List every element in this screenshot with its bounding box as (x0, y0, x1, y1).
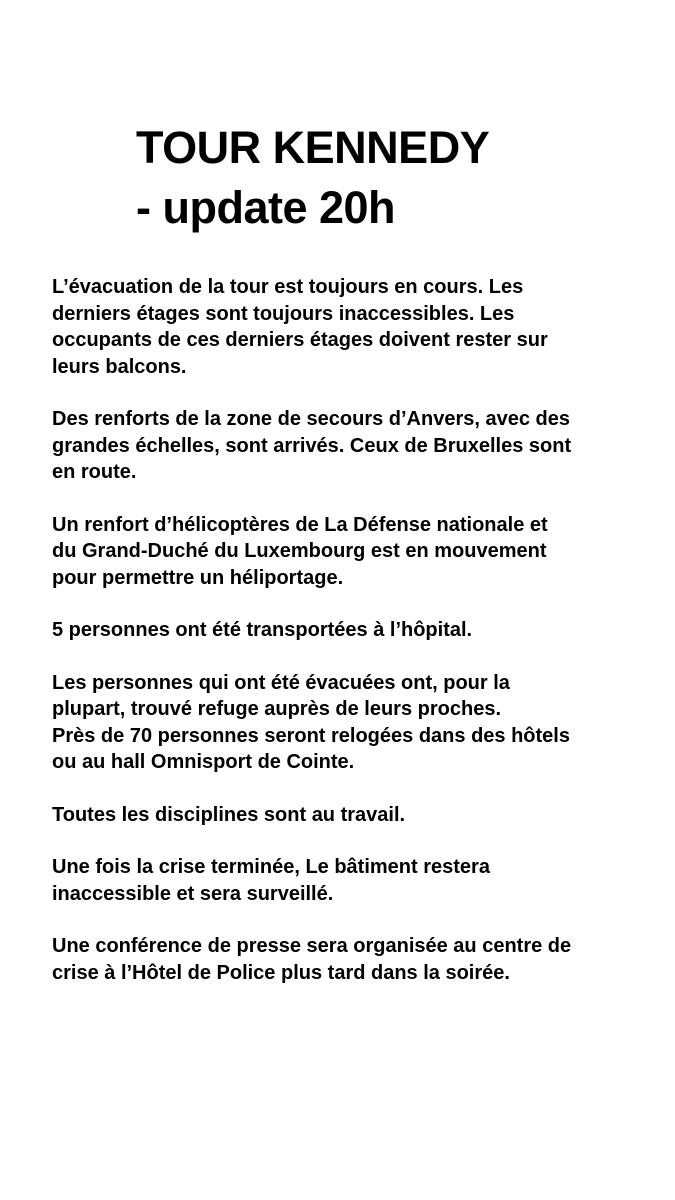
page-title (136, 118, 489, 238)
text-line: Toutes les disciplines sont au travail. (52, 803, 406, 826)
text-line: en route. (52, 461, 137, 483)
text-line: occupants de ces derniers étages doivent rester sur (52, 329, 548, 351)
text-line: Près de 70 personnes seront relogées dans des hôtels (52, 724, 570, 747)
text-line: Les personnes qui ont été évacuées ont, pour la (52, 671, 510, 694)
text-line: plupart, trouvé refuge auprès de leurs proches. (52, 698, 502, 720)
text-line: grandes échelles, sont arrivés. Ceux de Bruxelles sont (52, 434, 572, 457)
text-line: Des renforts de la zone de secours d’Anvers, avec des (52, 408, 570, 430)
announcement-body (52, 274, 652, 1012)
text-line: 5 personnes ont été transportées à l’hôpital. (52, 619, 473, 641)
paragraph-hospital (52, 617, 652, 644)
text-line: du Grand-Duché du Luxembourg est en mouvement (52, 540, 547, 562)
title-line-1: TOUR KENNEDY (136, 122, 490, 173)
text-line: ou au hall Omnisport de Cointe. (52, 751, 355, 773)
paragraph-reinforcements (52, 406, 652, 486)
title-line-2: - update 20h (136, 182, 396, 233)
text-line: derniers étages sont toujours inaccessibles. Les (52, 302, 515, 325)
text-line: pour permettre un héliportage. (52, 566, 344, 589)
text-line: Une fois la crise terminée, Le bâtiment restera (52, 856, 490, 878)
text-line: L’évacuation de la tour est toujours en cours. Les (52, 276, 524, 298)
text-line: Une conférence de presse sera organisée au centre de (52, 935, 572, 957)
text-line: Un renfort d’hélicoptères de La Défense nationale et (52, 513, 548, 536)
text-line: crise à l’Hôtel de Police plus tard dans la soirée. (52, 961, 510, 984)
paragraph-evacuation (52, 274, 652, 380)
paragraph-disciplines (52, 802, 652, 829)
paragraph-relocation (52, 670, 652, 776)
text-line: inaccessible et sera surveillé. (52, 882, 334, 905)
paragraph-building (52, 854, 652, 907)
text-line: leurs balcons. (52, 355, 187, 378)
paragraph-press-conference (52, 933, 652, 986)
paragraph-helicopters (52, 512, 652, 592)
